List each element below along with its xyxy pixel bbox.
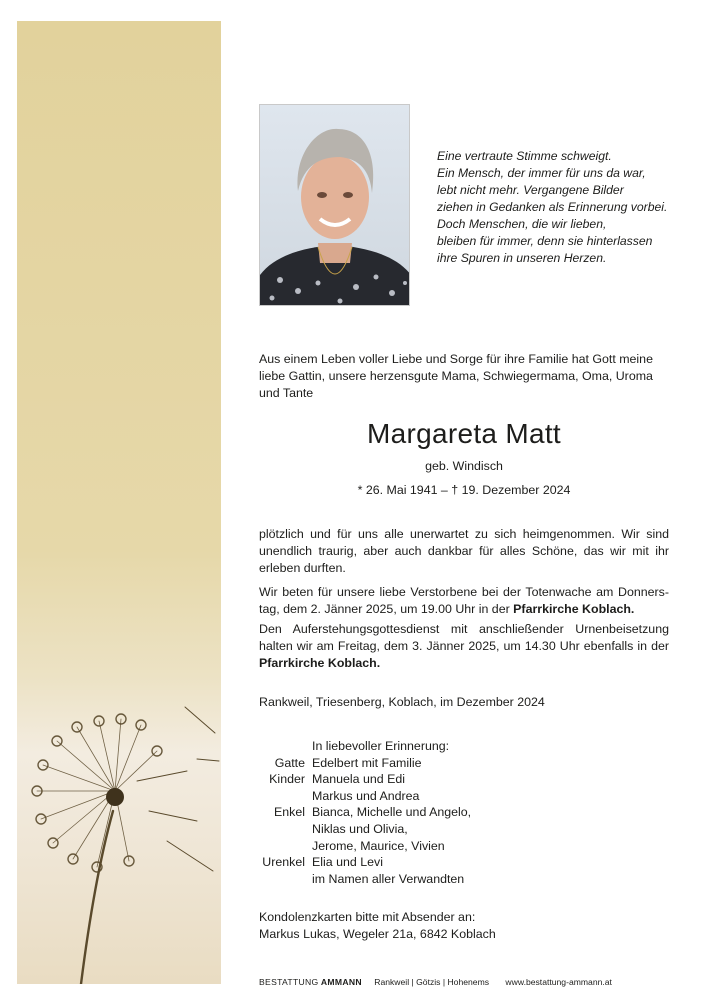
family-role — [259, 838, 312, 855]
brand-first: BESTATTUNG — [259, 977, 319, 987]
footer-website: www.bestattung-ammann.at — [505, 977, 612, 987]
family-row — [259, 771, 471, 788]
family-row — [259, 821, 471, 838]
family-names: Jerome, Maurice, Vivien — [312, 838, 445, 853]
portrait-photo — [259, 104, 410, 306]
decorative-side-band — [17, 21, 221, 984]
family-names: Edelbert mit Familie — [312, 755, 422, 770]
dandelion-illustration — [17, 21, 221, 984]
family-role — [259, 738, 312, 755]
family-names: Markus und Andrea — [312, 788, 420, 803]
family-role: Urenkel — [262, 855, 305, 870]
life-dates: * 26. Mai 1941 – † 19. Dezember 2024 — [357, 483, 571, 497]
family-role — [259, 821, 312, 838]
family-row — [259, 788, 471, 805]
poem-line: bleiben für immer, denn sie hinterlassen — [437, 234, 653, 248]
condolence-line: Kondolenzkarten bitte mit Absender an: — [259, 910, 476, 924]
family-role: Enkel — [274, 805, 305, 820]
poem-line: Eine vertraute Stimme schweigt. — [437, 149, 612, 163]
condolence-address — [259, 909, 496, 943]
family-names: In liebevoller Erinnerung: — [312, 739, 450, 753]
family-names: im Namen aller Verwandten — [312, 871, 465, 886]
family-row — [259, 838, 471, 855]
poem-line: ziehen in Gedanken als Erinnerung vorbei. — [437, 200, 668, 214]
family-role — [259, 871, 312, 888]
paragraph-passing: plötzlich und für uns alle unerwartet zu sich heimgenommen. Wir sind unendlich traurig, aber auch dankbar für alles Schöne, das wir mit ihr erleben durften. — [259, 527, 669, 575]
poem-line: Doch Menschen, die wir lieben, — [437, 217, 607, 231]
paragraph-funeral — [259, 621, 669, 672]
family-row — [259, 755, 471, 772]
poem-line: lebt nicht mehr. Vergangene Bilder — [437, 183, 624, 197]
family-row — [259, 871, 471, 888]
family-row — [259, 804, 471, 821]
brand-second: AMMANN — [320, 977, 362, 987]
family-row — [259, 854, 471, 871]
family-role: Kinder — [269, 772, 305, 787]
family-names: Elia und Levi — [312, 855, 383, 870]
condolence-line: Markus Lukas, Wegeler 21a, 6842 Koblach — [259, 927, 496, 941]
wake-text: Wir beten für unsere liebe Verstorbene bei der Totenwache am Donnerstag, dem 2. Jänner 2025, um 19.00 Uhr in der — [259, 585, 669, 616]
family-names: Niklas und Olivia, — [312, 821, 408, 836]
funeral-home-footer — [259, 977, 612, 987]
maiden-name: geb. Windisch — [425, 459, 503, 473]
family-names: Manuela und Edi — [312, 772, 405, 787]
intro-text: Aus einem Leben voller Liebe und Sorge für ihre Familie hat Gott meine liebe Gattin, unsere herzensgute Mama, Schwiegermama, Oma, Uroma und Tante — [259, 352, 653, 400]
family-row — [259, 738, 471, 755]
family-role: Gatte — [274, 755, 305, 770]
deceased-name: Margareta Matt — [366, 418, 562, 449]
poem-line: Ein Mensch, der immer für uns da war, — [437, 166, 646, 180]
memorial-poem — [437, 148, 677, 267]
place-date: Rankweil, Triesenberg, Koblach, im Dezember 2024 — [259, 695, 545, 709]
family-names: Bianca, Michelle und Angelo, — [312, 805, 472, 820]
footer-towns: Rankweil | Götzis | Hohenems — [374, 977, 490, 987]
poem-line: ihre Spuren in unseren Herzen. — [437, 251, 607, 265]
family-role — [259, 788, 312, 805]
wake-church: Pfarrkirche Koblach. — [513, 602, 635, 616]
funeral-church: Pfarrkirche Koblach. — [259, 656, 381, 670]
funeral-text: Den Auferstehungsgottesdienst mit anschließender Urnenbeisetzung halten wir am Freitag, dem 3. Jänner 2025, um 14.30 Uhr ebenfalls in der — [259, 622, 669, 653]
paragraph-wake — [259, 584, 669, 618]
family-list — [259, 738, 471, 887]
